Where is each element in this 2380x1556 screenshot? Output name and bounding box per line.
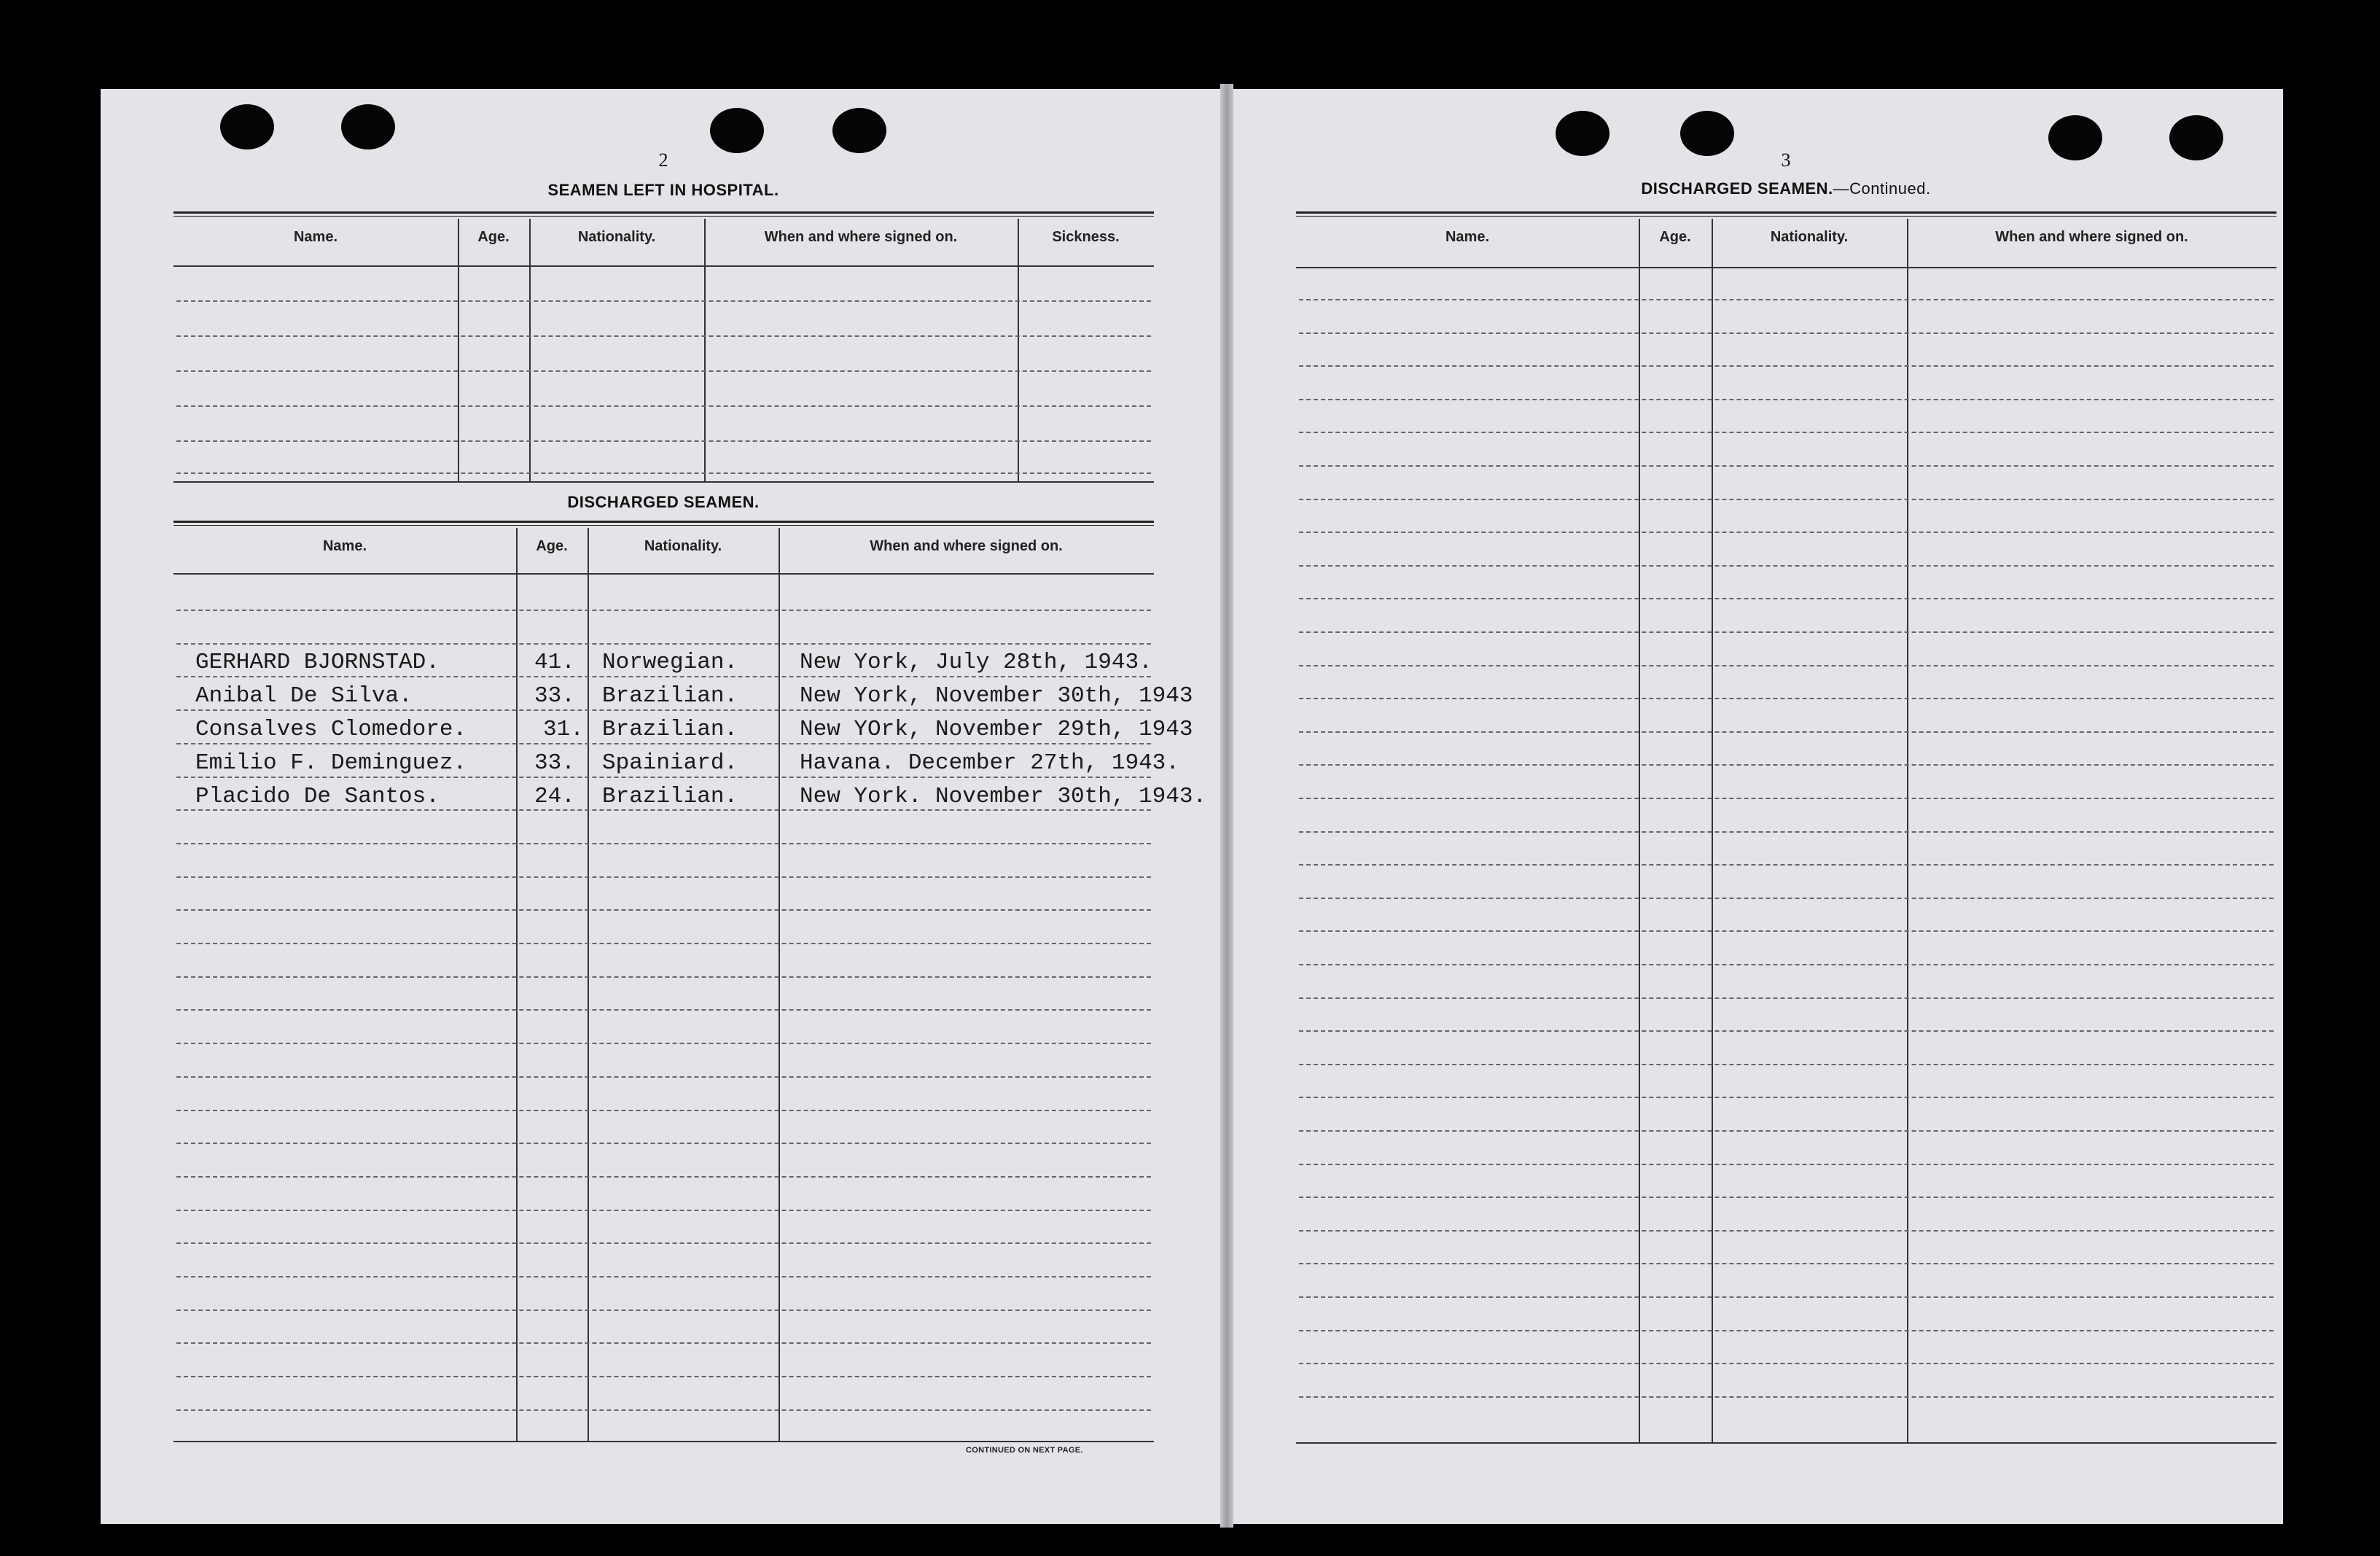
ruled-line — [1299, 332, 2274, 334]
ruled-line — [1299, 864, 2274, 865]
seaman-age: 33. — [534, 683, 575, 709]
seaman-name: Consalves Clomedore. — [195, 717, 467, 742]
ruled-line — [1299, 930, 2274, 932]
ruled-line — [1299, 731, 2274, 733]
column-header-name: Name. — [293, 229, 338, 245]
ruled-line — [1299, 1097, 2274, 1098]
ruled-line — [176, 743, 1151, 744]
seaman-nationality: Norwegian. — [602, 650, 738, 675]
ruled-line — [1299, 1330, 2274, 1331]
column-header-age: Age. — [1659, 229, 1691, 245]
ruled-line — [1299, 698, 2274, 699]
punch-hole-icon — [341, 104, 395, 149]
punch-hole-icon — [1680, 111, 1734, 156]
ruled-line — [176, 1043, 1151, 1044]
ruled-line — [1299, 631, 2274, 633]
ruled-line — [176, 1176, 1151, 1178]
column-header-signed-on: When and where signed on. — [1995, 229, 2188, 245]
hospital-table — [173, 211, 1154, 483]
ruled-line — [1299, 1197, 2274, 1198]
ruled-line — [176, 1143, 1151, 1144]
seaman-name: Emilio F. Deminguez. — [195, 750, 467, 776]
seaman-signed-on: New York. November 30th, 1943. — [800, 784, 1207, 809]
ruled-line — [176, 1342, 1151, 1344]
ruled-line — [1299, 1164, 2274, 1165]
ruled-line — [176, 676, 1151, 677]
seaman-age: 33. — [534, 750, 575, 776]
seaman-nationality: Brazilian. — [602, 784, 738, 809]
ruled-line — [176, 1310, 1151, 1311]
ruled-line — [1299, 764, 2274, 766]
seaman-name: Anibal De Silva. — [195, 683, 413, 709]
punch-hole-icon — [2048, 115, 2102, 160]
section-title-suffix: —Continued. — [1833, 179, 1931, 198]
ruled-line — [1299, 299, 2274, 300]
ruled-line — [176, 943, 1151, 944]
ruled-line — [1299, 1396, 2274, 1398]
ruled-line — [176, 1210, 1151, 1211]
seaman-signed-on: Havana. December 27th, 1943. — [800, 750, 1179, 776]
ruled-line — [176, 1276, 1151, 1277]
punch-hole-icon — [1556, 111, 1610, 156]
ruled-line — [176, 976, 1151, 978]
seaman-age: 41. — [534, 650, 575, 675]
ruled-line — [1299, 499, 2274, 500]
ruled-line — [176, 709, 1151, 711]
ruled-line — [1299, 1230, 2274, 1232]
section-title-text: DISCHARGED SEAMEN. — [1641, 179, 1833, 198]
column-header-age: Age. — [536, 538, 568, 554]
punch-hole-icon — [2169, 115, 2223, 160]
ruled-line — [176, 909, 1151, 911]
ruled-line — [1299, 1263, 2274, 1264]
punch-hole-icon — [710, 108, 764, 153]
ruled-line — [1299, 465, 2274, 467]
ruled-line — [176, 1409, 1151, 1411]
punch-hole-icon — [220, 104, 274, 149]
ruled-line — [1299, 997, 2274, 999]
seaman-age: 24. — [534, 784, 575, 809]
binding-spine — [1220, 84, 1233, 1528]
ruled-line — [1299, 565, 2274, 567]
ruled-line — [1299, 1130, 2274, 1132]
column-header-nationality: Nationality. — [1770, 229, 1849, 245]
column-header-name: Name. — [322, 538, 367, 554]
ruled-line — [176, 1242, 1151, 1244]
ruled-line — [1299, 665, 2274, 666]
discharged-continued-title — [1589, 179, 1983, 198]
seaman-name: GERHARD BJORNSTAD. — [195, 650, 440, 675]
ruled-line — [176, 1076, 1151, 1078]
seaman-nationality: Brazilian. — [602, 717, 738, 742]
seaman-nationality: Spainiard. — [602, 750, 738, 776]
column-header-age: Age. — [477, 229, 510, 245]
ruled-line — [176, 643, 1151, 645]
ruled-line — [1299, 432, 2274, 433]
ruled-line — [176, 610, 1151, 611]
discharged-continued-table — [1296, 211, 2276, 1444]
ruled-line — [176, 809, 1151, 811]
seaman-nationality: Brazilian. — [602, 683, 738, 709]
ruled-line — [1299, 798, 2274, 799]
column-header-name: Name. — [1445, 229, 1490, 245]
discharged-section-title: DISCHARGED SEAMEN. — [567, 493, 760, 511]
seaman-name: Placido De Santos. — [195, 784, 440, 809]
hospital-section-title: SEAMEN LEFT IN HOSPITAL. — [547, 181, 779, 199]
column-header-signed-on: When and where signed on. — [764, 229, 958, 245]
seaman-signed-on: New York, November 30th, 1943 — [800, 683, 1193, 709]
ruled-line — [1299, 1030, 2274, 1032]
ruled-line — [1299, 1296, 2274, 1298]
ruled-line — [176, 1110, 1151, 1111]
ruled-line — [1299, 831, 2274, 833]
ruled-line — [176, 1009, 1151, 1011]
page-number-right: 3 — [1781, 149, 1791, 171]
column-header-nationality: Nationality. — [644, 538, 722, 554]
ruled-line — [1299, 898, 2274, 899]
ruled-line — [1299, 1363, 2274, 1364]
seaman-signed-on: New York, July 28th, 1943. — [800, 650, 1152, 675]
column-header-signed-on: When and where signed on. — [870, 538, 1063, 554]
seaman-age: 31. — [543, 717, 584, 742]
ruled-line — [1299, 964, 2274, 965]
ruled-line — [1299, 399, 2274, 400]
ruled-line — [176, 876, 1151, 878]
ruled-line — [1299, 532, 2274, 533]
column-header-sickness: Sickness. — [1052, 229, 1120, 245]
column-header-nationality: Nationality. — [577, 229, 656, 245]
ruled-line — [176, 1376, 1151, 1377]
seaman-signed-on: New YOrk, November 29th, 1943 — [800, 717, 1193, 742]
ruled-line — [1299, 365, 2274, 367]
punch-hole-icon — [832, 108, 886, 153]
continued-footer: CONTINUED ON NEXT PAGE. — [966, 1446, 1083, 1455]
ruled-line — [1299, 598, 2274, 599]
ruled-line — [1299, 1064, 2274, 1065]
ruled-line — [176, 843, 1151, 844]
page-number-left: 2 — [658, 149, 668, 171]
ruled-line — [176, 777, 1151, 778]
